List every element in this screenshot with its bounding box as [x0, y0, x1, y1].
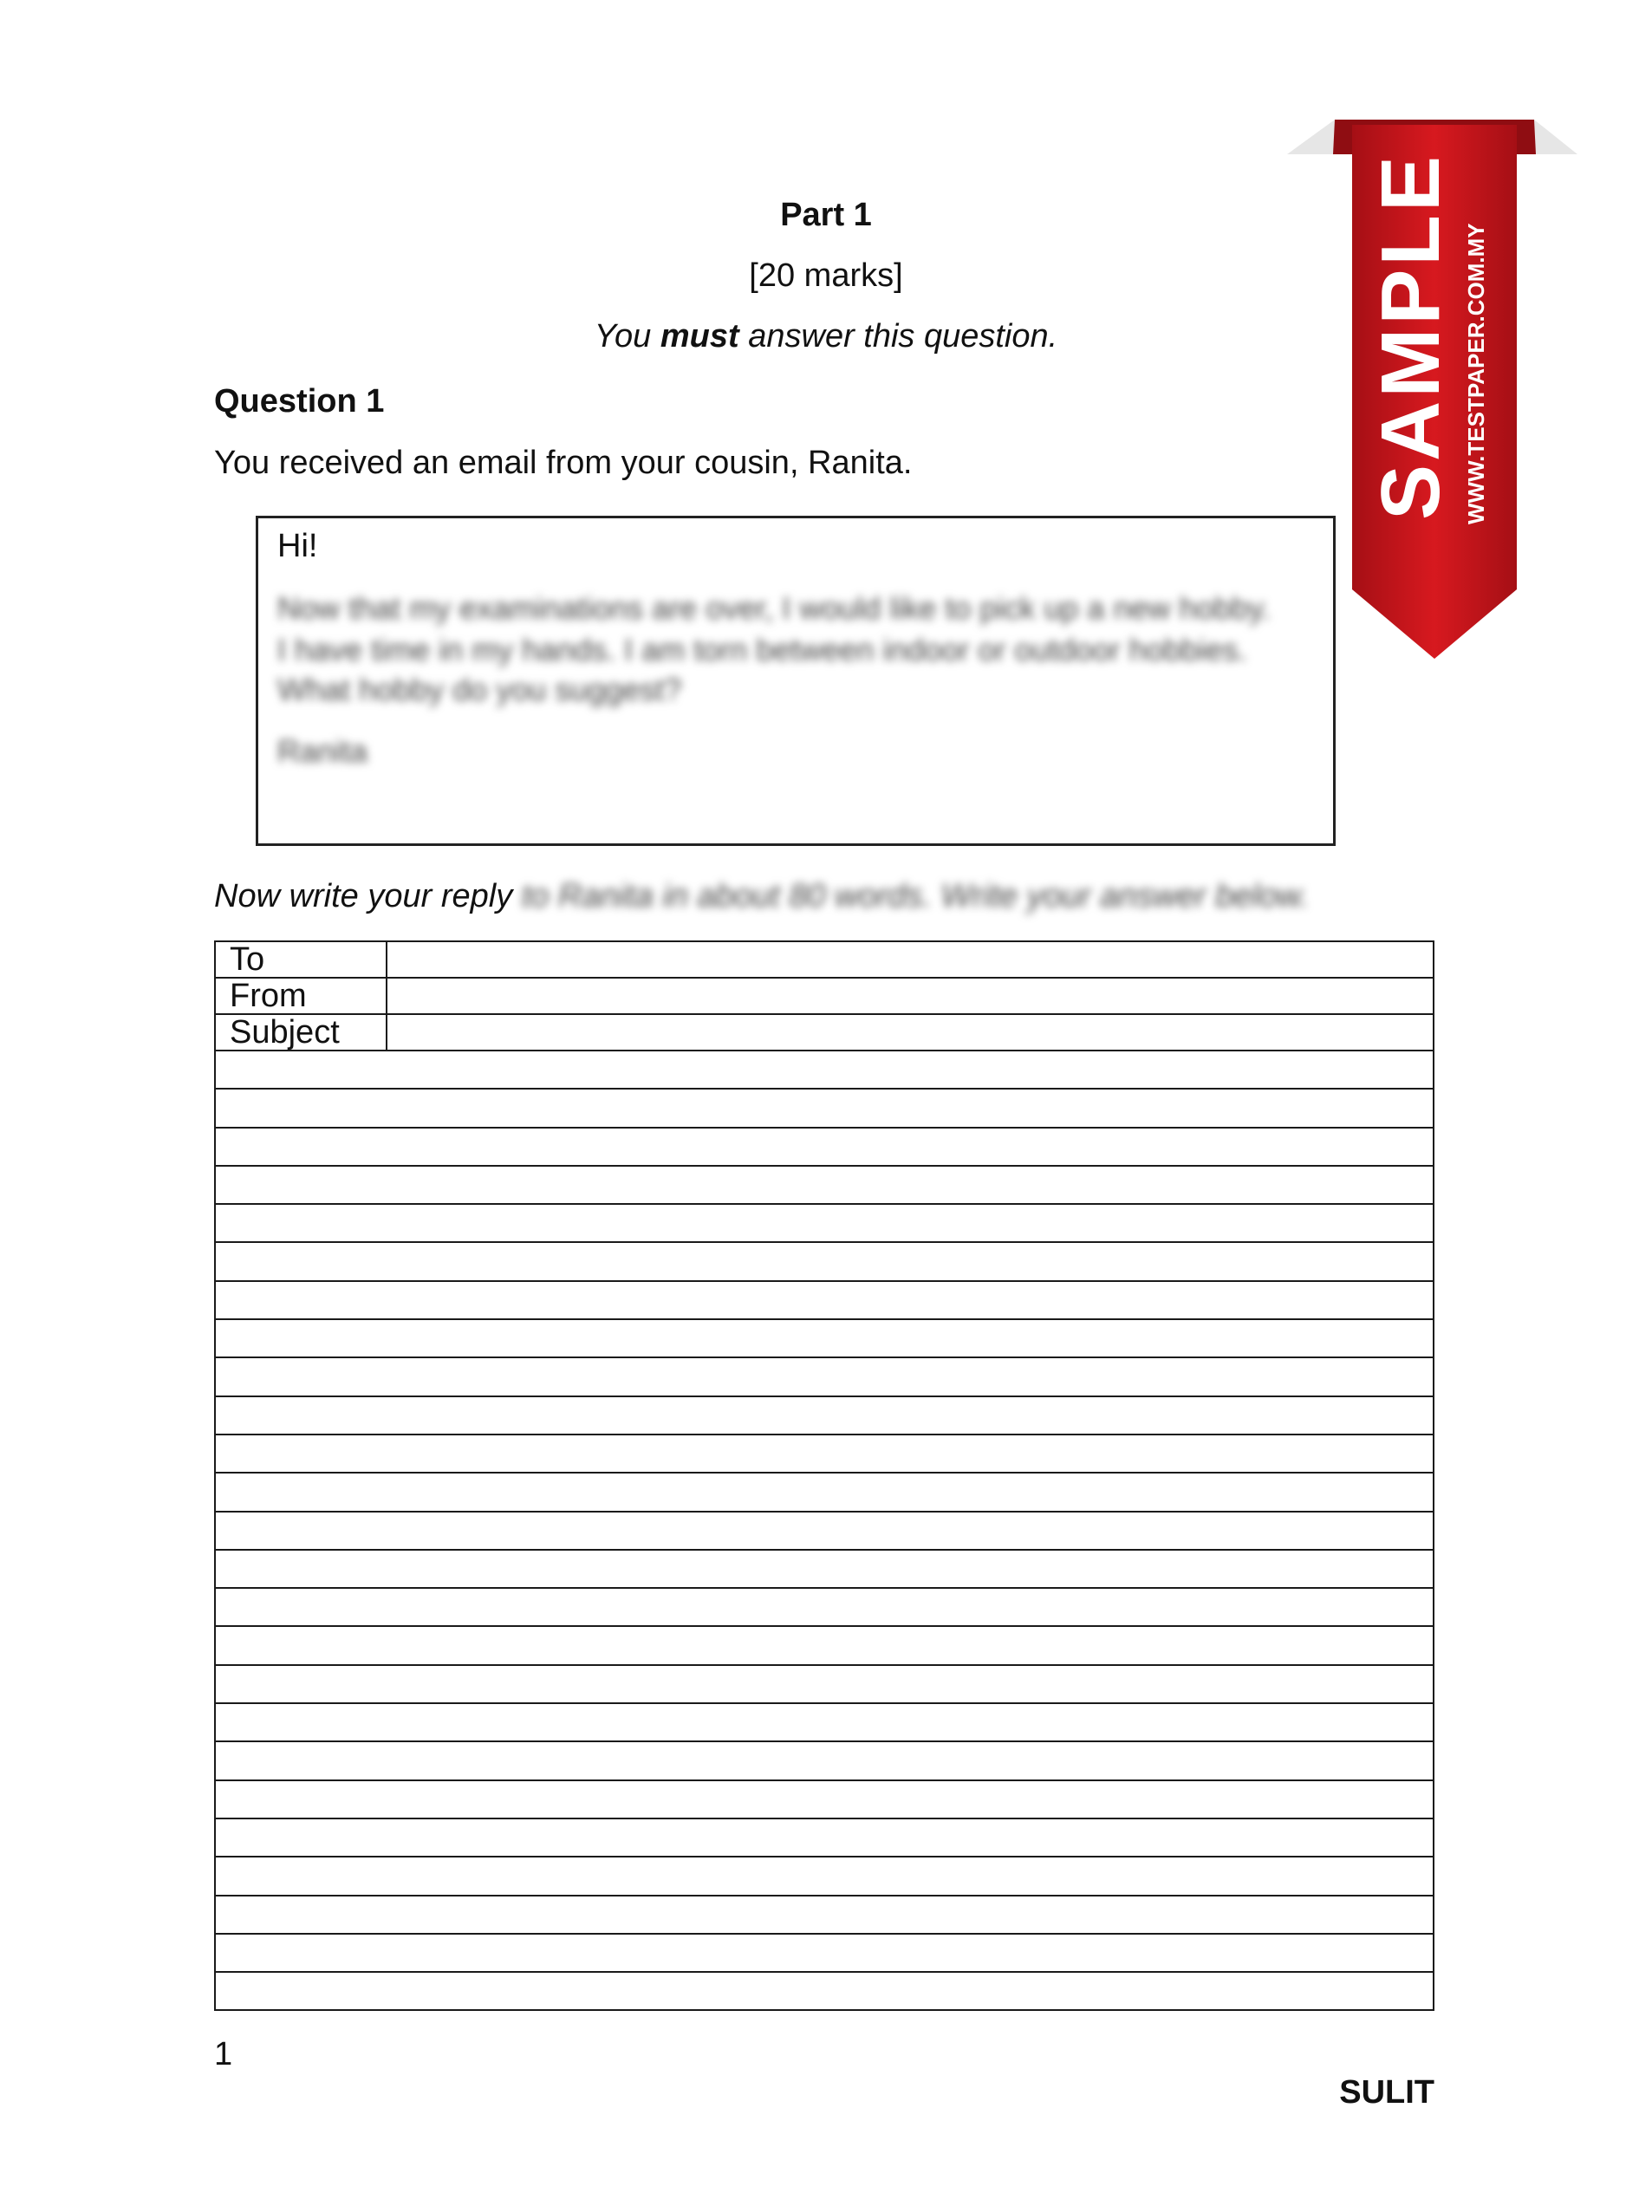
answer-line: [215, 1281, 1434, 1319]
answer-line: [215, 1896, 1434, 1934]
answer-line-input[interactable]: [215, 1703, 1434, 1741]
watermark-url-text: WWW.TESTPAPER.COM.MY: [1463, 223, 1489, 524]
answer-line: [215, 1396, 1434, 1435]
instruction-emphasis: must: [660, 318, 739, 355]
answer-line: [215, 1166, 1434, 1204]
email-body-line: I have time in my hands. I am torn between indoor or outdoor hobbies.: [277, 632, 1247, 667]
answer-line: [215, 1550, 1434, 1588]
answer-line: [215, 1934, 1434, 1972]
field-label-subject: Subject: [215, 1014, 387, 1051]
email-box: [256, 516, 1336, 846]
answer-line-input[interactable]: [215, 1588, 1434, 1626]
answer-line: [215, 1512, 1434, 1550]
reply-instruction: [214, 875, 1309, 917]
answer-line-input[interactable]: [215, 1934, 1434, 1972]
answer-line-input[interactable]: [215, 1665, 1434, 1703]
page-number: 1: [214, 2036, 233, 2072]
answer-line-input[interactable]: [215, 1857, 1434, 1895]
answer-line-input[interactable]: [215, 1051, 1434, 1089]
answer-line: [215, 1780, 1434, 1818]
answer-line-input[interactable]: [215, 1242, 1434, 1280]
field-input-subject[interactable]: [387, 1014, 1434, 1051]
answer-line-input[interactable]: [215, 1166, 1434, 1204]
email-body-line: What hobby do you suggest?: [277, 672, 682, 707]
answer-line-input[interactable]: [215, 1128, 1434, 1166]
field-row-to: [215, 941, 1434, 978]
answer-line: [215, 1435, 1434, 1473]
answer-line-input[interactable]: [215, 1473, 1434, 1511]
answer-line: [215, 1089, 1434, 1127]
answer-line-input[interactable]: [215, 1089, 1434, 1127]
field-label-to: To: [215, 941, 387, 978]
classification-label: SULIT: [1339, 2074, 1434, 2111]
answer-line: [215, 1128, 1434, 1166]
answer-line: [215, 1204, 1434, 1242]
email-signature: Ranita: [277, 733, 368, 769]
answer-line: [215, 1242, 1434, 1280]
answer-line-input[interactable]: [215, 1626, 1434, 1664]
answer-line-input[interactable]: [215, 1741, 1434, 1779]
reply-instruction-visible: Now write your reply: [214, 878, 522, 914]
answer-line: [215, 1357, 1434, 1396]
instruction-text-before: You: [594, 318, 660, 355]
answer-line: [215, 1741, 1434, 1779]
answer-line: [215, 1857, 1434, 1895]
answer-line: [215, 1051, 1434, 1089]
answer-line-input[interactable]: [215, 1780, 1434, 1818]
email-greeting: Hi!: [277, 528, 318, 564]
email-body-line: Now that my examinations are over, I would like to pick up a new hobby.: [277, 590, 1271, 626]
sample-watermark-text: SAMPLE: [1364, 152, 1457, 520]
marks-label: [20 marks]: [749, 257, 903, 294]
answer-line: [215, 1626, 1434, 1664]
answer-line-input[interactable]: [215, 1818, 1434, 1857]
part-title: Part 1: [780, 197, 872, 233]
answer-line-input[interactable]: [215, 1204, 1434, 1242]
answer-line-input[interactable]: [215, 1435, 1434, 1473]
answer-line: [215, 1588, 1434, 1626]
field-row-subject: [215, 1014, 1434, 1051]
reply-instruction-blurred: to Ranita in about 80 words. Write your answer below.: [521, 878, 1309, 914]
answer-line-input[interactable]: [215, 1896, 1434, 1934]
answer-line: [215, 1818, 1434, 1857]
question-intro: You received an email from your cousin, Ranita.: [214, 445, 913, 481]
answer-line: [215, 1972, 1434, 2010]
answer-line-input[interactable]: [215, 1281, 1434, 1319]
answer-line: [215, 1703, 1434, 1741]
instruction-text-after: answer this question.: [738, 318, 1058, 355]
answer-line: [215, 1665, 1434, 1703]
answer-line-input[interactable]: [215, 1512, 1434, 1550]
field-input-to[interactable]: [387, 941, 1434, 978]
question-title: Question 1: [214, 383, 385, 420]
answer-line: [215, 1473, 1434, 1511]
answer-line-input[interactable]: [215, 1396, 1434, 1435]
answer-line-input[interactable]: [215, 1550, 1434, 1588]
field-row-from: [215, 978, 1434, 1014]
answer-line: [215, 1319, 1434, 1357]
answer-line-input[interactable]: [215, 1319, 1434, 1357]
field-label-from: From: [215, 978, 387, 1014]
answer-line-input[interactable]: [215, 1972, 1434, 2010]
answer-grid: [214, 940, 1434, 2011]
answer-line-input[interactable]: [215, 1357, 1434, 1396]
field-input-from[interactable]: [387, 978, 1434, 1014]
sample-ribbon: [1283, 113, 1582, 685]
